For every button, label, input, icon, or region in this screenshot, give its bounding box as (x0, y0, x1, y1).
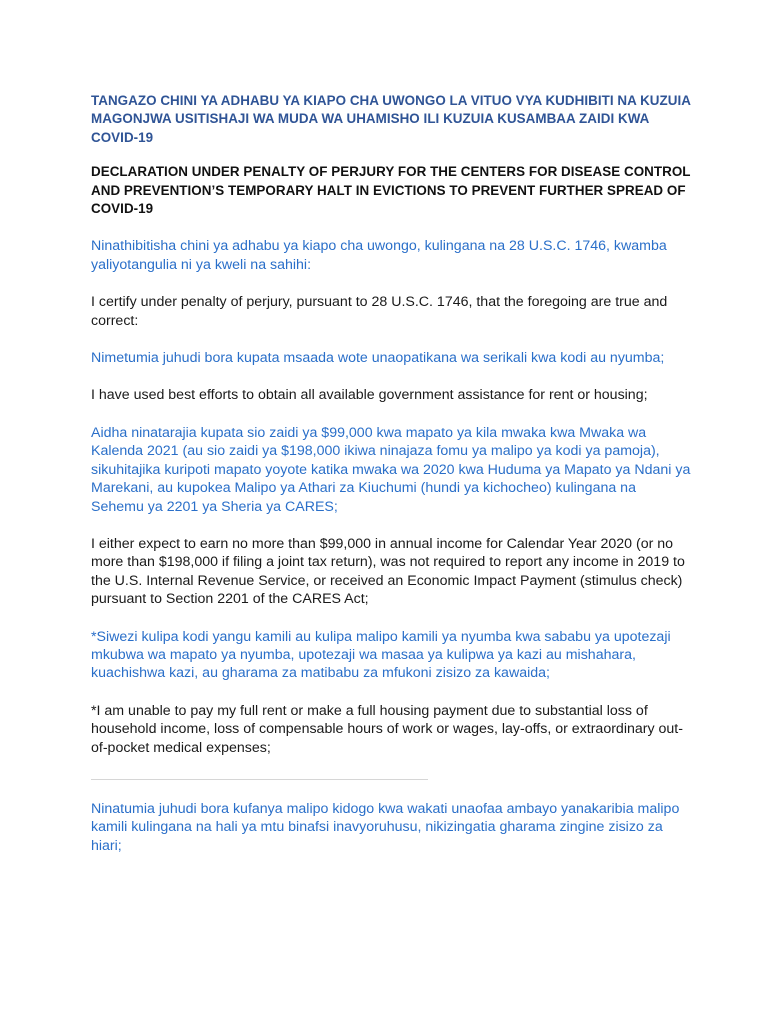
paragraph-sw-unable-to-pay: *Siwezi kulipa kodi yangu kamili au kulipa malipo kamili ya nyumba kwa sababu ya upotezaji mkubwa wa mapato ya nyumba, upotezaji wa masaa ya kulipwa ya kazi au mishahara, kuachishwa kazi, au gharama za matibabu za mfukoni zisizo za kawaida; (91, 628, 671, 682)
title-swahili: TANGAZO CHINI YA ADHABU YA KIAPO CHA UWONGO LA VITUO VYA KUDHIBITI NA KUZUIA MAGONJWA USITISHAJI WA MUDA WA UHAMISHO ILI KUZUIA KUSAMBAA ZAIDI KWA COVID-19 (91, 93, 691, 145)
document-page (91, 92, 691, 874)
paragraph-sw-income: Aidha ninatarajia kupata sio zaidi ya $99,000 kwa mapato ya kila mwaka kwa Mwaka wa Kalenda 2021 (au sio zaidi ya $198,000 ikiwa ninajaza fomu ya malipo ya kodi ya pamoja), sikuhitajika kuripoti mapato yoyote katika mwaka wa 2020 kwa Huduma ya Mapato ya Ndani ya Marekani, au kupokea Malipo ya Athari za Kiuchumi (hundi ya kichocheo) kulingana na Sehemu ya 2201 ya Sheria ya CARES; (91, 424, 691, 515)
paragraph-en-unable-to-pay: *I am unable to pay my full rent or make a full housing payment due to substantial loss of household income, loss of compensable hours of work or wages, lay-offs, or extraordinary out-of-pocket medical expenses; (91, 702, 683, 756)
paragraph-en-certify: I certify under penalty of perjury, pursuant to 28 U.S.C. 1746, that the foregoing are true and correct: (91, 294, 668, 329)
title-english: DECLARATION UNDER PENALTY OF PERJURY FOR THE CENTERS FOR DISEASE CONTROL AND PREVENTION’S TEMPORARY HALT IN EVICTIONS TO PREVENT FURTHER SPREAD OF COVID-19 (91, 164, 691, 217)
paragraph-sw-assistance: Nimetumia juhudi bora kupata msaada wote unaopatikana wa serikali kwa kodi au nyumba; (91, 350, 665, 367)
horizontal-divider (91, 779, 428, 780)
paragraph-en-assistance: I have used best efforts to obtain all available government assistance for rent or housing; (91, 387, 648, 404)
paragraph-sw-certify: Ninathibitisha chini ya adhabu ya kiapo cha uwongo, kulingana na 28 U.S.C. 1746, kwamba yaliyotangulia ni ya kweli na sahihi: (91, 238, 667, 273)
paragraph-sw-partial-payments: Ninatumia juhudi bora kufanya malipo kidogo kwa wakati unaofaa ambayo yanakaribia malipo kamili kulingana na hali ya mtu binafsi inavyoruhusu, nikizingatia gharama zingine zisizo za hiari; (91, 800, 680, 854)
paragraph-en-income: I either expect to earn no more than $99,000 in annual income for Calendar Year 2020 (or no more than $198,000 if filing a joint tax return), was not required to report any income in 2019 to the U.S. Internal Revenue Service, or received an Economic Impact Payment (stimulus check) pursuant to Section 2201 of the CARES Act; (91, 535, 685, 608)
